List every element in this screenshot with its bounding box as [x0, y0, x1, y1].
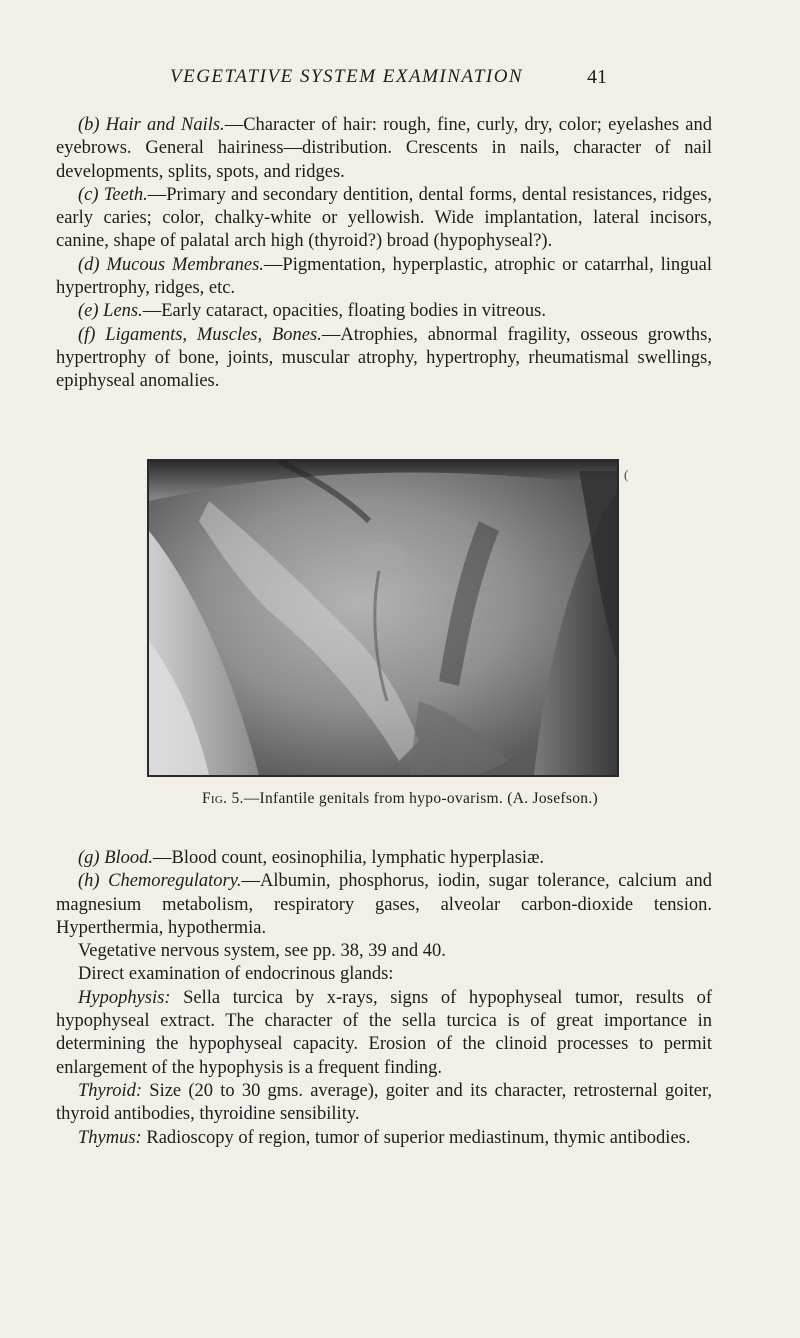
paragraph-vegetative-nervous	[56, 940, 712, 963]
page-header	[0, 66, 800, 96]
paragraph-label: Hypophysis:	[78, 987, 171, 1008]
page-number: 41	[587, 66, 607, 88]
paragraph-label: (e) Lens.	[78, 301, 143, 322]
paragraph-text: —Pigmentation, hyperplastic, atrophic or catarrhal, lingual hypertrophy, ridges, etc.	[56, 254, 712, 299]
top-text-block	[56, 114, 712, 394]
paragraph-label: Thymus:	[78, 1127, 142, 1148]
paragraph-label: (f) Ligaments, Muscles, Bones.	[78, 324, 322, 345]
paragraph-blood	[56, 847, 712, 870]
paragraph-hair-nails	[56, 114, 712, 184]
paragraph-text: —Primary and secondary dentition, dental forms, dental resistances, ridges, early caries; color, chalky-white or yellowish. Wide implantation, lateral incisors, canine, shape of palatal arch high (thyroid?) broad (hypophyseal?).	[56, 184, 712, 252]
paragraph-mucous-membranes	[56, 254, 712, 301]
paragraph-label: (h) Chemoregulatory.	[78, 871, 242, 892]
figure-caption	[0, 790, 800, 808]
paragraph-text: —Character of hair: rough, fine, curly, dry, color; eyelashes and eyebrows. General hairiness—distribution. Crescents in nails, character of nail developments, splits, spots, and ridges.	[56, 115, 712, 182]
paragraph-label: (b) Hair and Nails.	[78, 115, 225, 135]
paragraph-hypophysis	[56, 987, 712, 1080]
paragraph-text: Radioscopy of region, tumor of superior mediastinum, thymic antibodies.	[141, 1127, 691, 1148]
paragraph-label: Thyroid:	[78, 1080, 143, 1101]
paragraph-chemoregulatory	[56, 870, 712, 940]
paragraph-text: Direct examination of endocrinous glands:	[78, 964, 394, 985]
running-head: VEGETATIVE SYSTEM EXAMINATION	[170, 66, 524, 87]
paragraph-text: —Early cataract, opacities, floating bodies in vitreous.	[142, 301, 547, 322]
paragraph-lens	[56, 300, 712, 323]
paragraph-text: Vegetative nervous system, see pp. 38, 39 and 40.	[78, 941, 446, 962]
paragraph-teeth	[56, 184, 712, 254]
figure-photograph	[147, 459, 619, 777]
photograph-image	[149, 461, 617, 775]
figure-caption-label: Fig. 5.	[202, 790, 244, 807]
paragraph-ligaments-muscles-bones	[56, 324, 712, 394]
paragraph-thymus	[56, 1127, 712, 1150]
paragraph-text: —Blood count, eosinophilia, lymphatic hyperplasiæ.	[153, 848, 545, 868]
paragraph-label: (g) Blood.	[78, 848, 154, 868]
paragraph-direct-examination	[56, 963, 712, 986]
bottom-text-block	[56, 847, 712, 1150]
figure-margin-mark: (	[624, 467, 629, 482]
paragraph-text: Sella turcica by x-rays, signs of hypophyseal tumor, results of hypophyseal extract. The character of the sella turcica is of great importance in determining the hypophyseal capacity. Erosion of the clinoid processes to permit enlargement of the hypophysis is a frequent finding.	[56, 987, 712, 1078]
figure-caption-text: —Infantile genitals from hypo-ovarism. (A. Josefson.)	[243, 790, 598, 807]
paragraph-label: (d) Mucous Membranes.	[78, 254, 264, 275]
paragraph-text: Size (20 to 30 gms. average), goiter and its character, retrosternal goiter, thyroid antibodies, thyroidine sensibility.	[56, 1080, 712, 1125]
paragraph-text: —Albumin, phosphorus, iodin, sugar tolerance, calcium and magnesium metabolism, respiratory gases, alveolar carbon-dioxide tension. Hyperthermia, hypothermia.	[56, 871, 712, 938]
paragraph-label: (c) Teeth.	[78, 184, 148, 205]
paragraph-text: —Atrophies, abnormal fragility, osseous growths, hypertrophy of bone, joints, muscular atrophy, hypertrophy, rheumatismal swellings, epiphyseal anomalies.	[56, 324, 712, 392]
paragraph-thyroid	[56, 1080, 712, 1127]
